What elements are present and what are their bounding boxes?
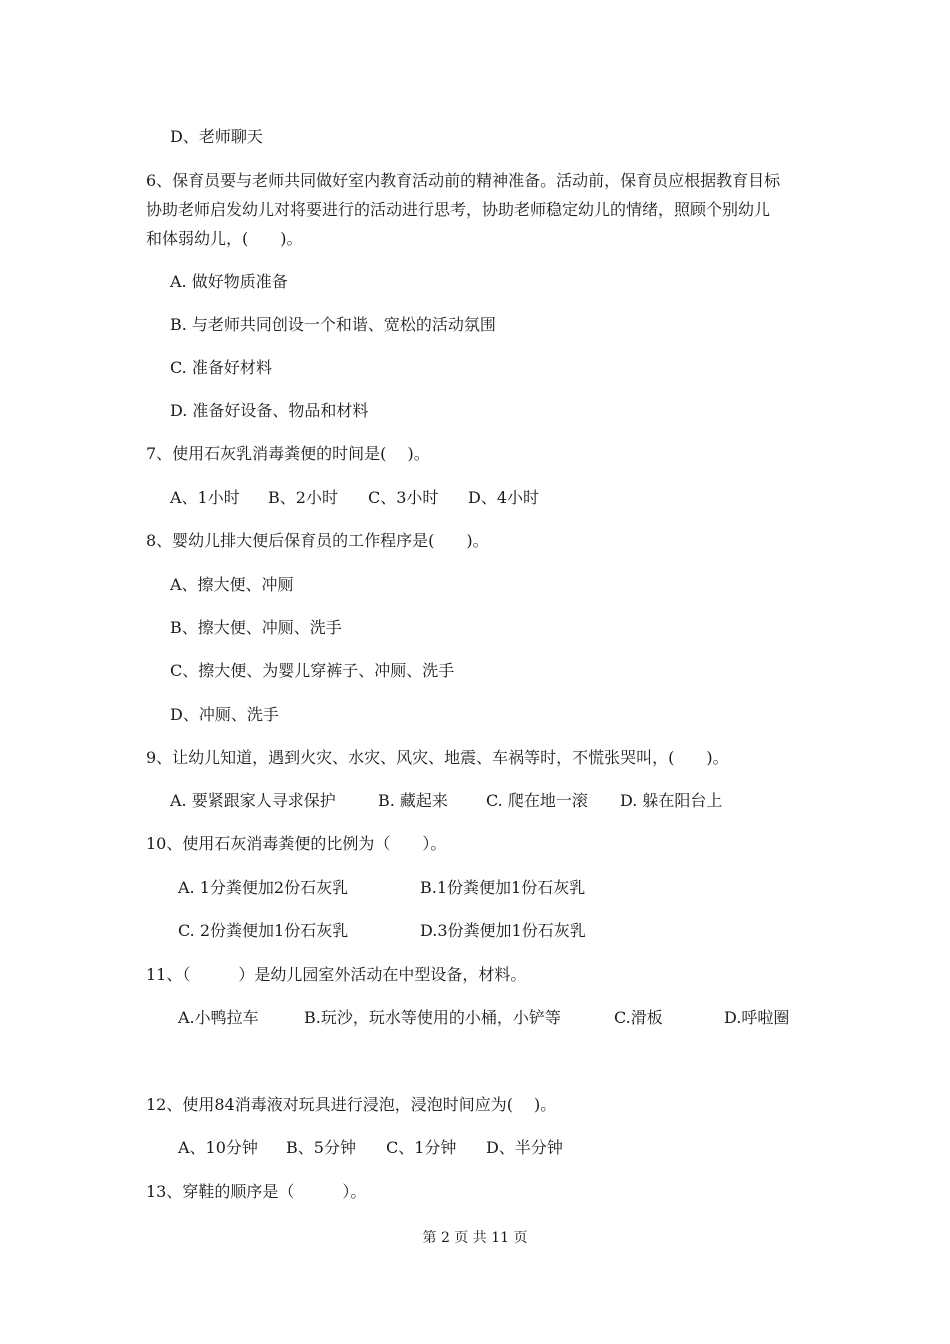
q11-option-c: C.滑板 bbox=[614, 1008, 663, 1027]
q8-option-d: D、冲厕、洗手 bbox=[170, 705, 279, 724]
page-number-footer: 第 2 页 共 11 页 bbox=[422, 1230, 528, 1246]
q11-option-d: D.呼啦圈 bbox=[724, 1008, 790, 1027]
q12-option-a: A、10分钟 bbox=[178, 1138, 258, 1157]
q8-option-b: B、擦大便、冲厕、洗手 bbox=[170, 618, 342, 637]
q11-option-b: B.玩沙，玩水等使用的小桶，小铲等 bbox=[304, 1008, 561, 1027]
q9-option-a: A. 要紧跟家人寻求保护 bbox=[170, 791, 336, 810]
q6-option-c: C. 准备好材料 bbox=[170, 358, 272, 377]
q10-stem: 10、使用石灰消毒粪便的比例为（ ）。 bbox=[146, 834, 447, 853]
q10-option-d: D.3份粪便加1份石灰乳 bbox=[420, 921, 586, 940]
q10-option-a: A. 1分粪便加2份石灰乳 bbox=[178, 878, 349, 897]
q12-option-b: B、5分钟 bbox=[286, 1138, 356, 1157]
q6-stem-line2: 协助老师启发幼儿对将要进行的活动进行思考，协助老师稳定幼儿的情绪，照顾个别幼儿 bbox=[146, 200, 771, 219]
q8-option-c: C、擦大便、为婴儿穿裤子、冲厕、洗手 bbox=[170, 661, 455, 680]
q10-option-c: C. 2份粪便加1份石灰乳 bbox=[178, 921, 349, 940]
q6-option-a: A. 做好物质准备 bbox=[170, 272, 288, 291]
q7-option-c: C、3小时 bbox=[368, 488, 439, 507]
q13-stem: 13、穿鞋的顺序是（ ）。 bbox=[146, 1182, 367, 1201]
q9-option-b: B. 藏起来 bbox=[378, 791, 448, 810]
q12-option-d: D、半分钟 bbox=[486, 1138, 563, 1157]
q7-option-b: B、2小时 bbox=[268, 488, 338, 507]
q6-stem-line3: 和体弱幼儿，( )。 bbox=[146, 229, 303, 248]
q9-option-d: D. 躲在阳台上 bbox=[620, 791, 723, 810]
q5-option-d: D、老师聊天 bbox=[170, 127, 263, 146]
q12-option-c: C、1分钟 bbox=[386, 1138, 457, 1157]
q6-option-d: D. 准备好设备、物品和材料 bbox=[170, 401, 369, 420]
q8-stem: 8、婴幼儿排大便后保育员的工作程序是( )。 bbox=[146, 531, 489, 550]
q9-option-c: C. 爬在地一滚 bbox=[486, 791, 588, 810]
q11-option-a: A.小鸭拉车 bbox=[178, 1008, 259, 1027]
q12-stem: 12、使用84消毒液对玩具进行浸泡，浸泡时间应为( )。 bbox=[146, 1095, 557, 1114]
q9-stem: 9、让幼儿知道，遇到火灾、水灾、风灾、地震、车祸等时，不慌张哭叫，( )。 bbox=[146, 748, 729, 767]
q6-stem-line1: 6、保育员要与老师共同做好室内教育活动前的精神准备。活动前，保育员应根据教育目标 bbox=[146, 171, 781, 190]
q7-stem: 7、使用石灰乳消毒粪便的时间是( )。 bbox=[146, 444, 430, 463]
q10-option-b: B.1份粪便加1份石灰乳 bbox=[420, 878, 586, 897]
q8-option-a: A、擦大便、冲厕 bbox=[170, 575, 294, 594]
q6-option-b: B. 与老师共同创设一个和谐、宽松的活动氛围 bbox=[170, 315, 496, 334]
q11-stem: 11、（ ）是幼儿园室外活动在中型设备，材料。 bbox=[146, 965, 527, 984]
q7-option-a: A、1小时 bbox=[170, 488, 240, 507]
q7-option-d: D、4小时 bbox=[468, 488, 540, 507]
